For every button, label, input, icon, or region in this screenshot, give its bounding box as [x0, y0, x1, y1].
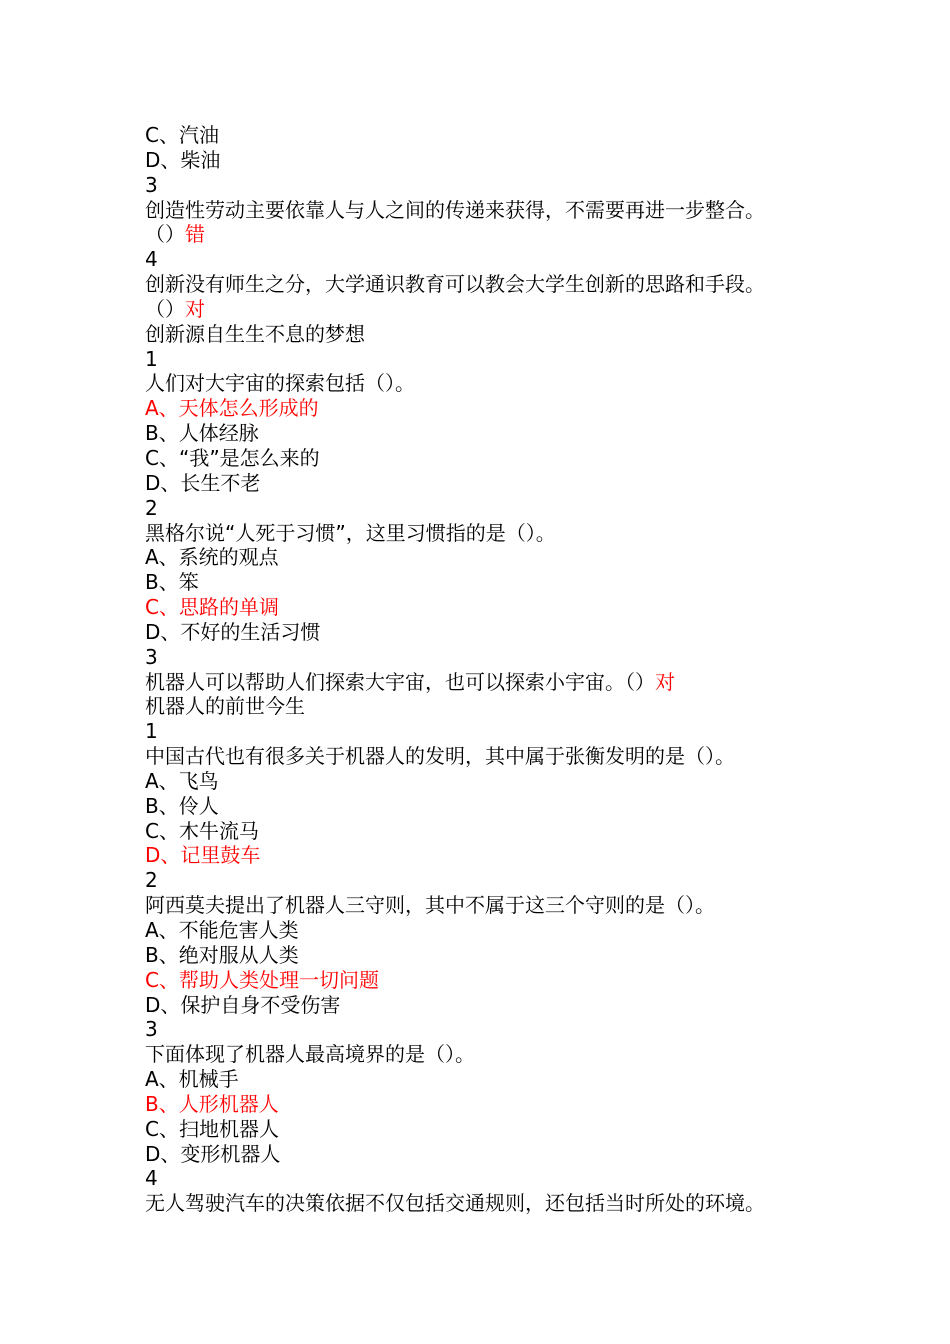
text-line: [145, 769, 845, 794]
text-line: [145, 943, 845, 968]
text-line: [145, 744, 845, 769]
line-text: 创新没有师生之分，大学通识教育可以教会大学生创新的思路和手段。: [145, 272, 765, 297]
line-text: 机器人的前世今生: [145, 694, 305, 719]
text-line: [145, 645, 845, 670]
text-line: [145, 371, 845, 396]
document-body: [145, 123, 845, 1216]
text-line: [145, 173, 845, 198]
line-text: 2: [145, 868, 158, 893]
line-text: 黑格尔说“人死于习惯”，这里习惯指的是（）。: [145, 520, 556, 545]
line-text: A、不能危害人类: [145, 918, 299, 942]
text-line: [145, 794, 845, 819]
line-text: 3: [145, 172, 158, 197]
line-text: D、长生不老: [145, 470, 261, 495]
text-line: [145, 670, 845, 695]
line-text: A、飞鸟: [145, 768, 219, 793]
line-text: 中国古代也有很多关于机器人的发明，其中属于张衡发明的是（）。: [145, 744, 735, 769]
line-text: B、笨: [145, 570, 199, 595]
line-text: 3: [145, 1017, 158, 1042]
text-line: [145, 595, 845, 620]
line-text: A、系统的观点: [145, 545, 279, 570]
line-text: C、扫地机器人: [145, 1116, 279, 1141]
line-text: 4: [145, 247, 158, 272]
text-line: [145, 1042, 845, 1067]
line-text: B、伶人: [145, 793, 219, 818]
line-text: 阿西莫夫提出了机器人三守则，其中不属于这三个守则的是（）。: [145, 893, 715, 918]
line-text: D、不好的生活习惯: [145, 619, 321, 644]
text-line: [145, 347, 845, 372]
line-text: 1: [145, 346, 158, 371]
text-line: [145, 1092, 845, 1117]
text-line: [145, 1017, 845, 1042]
text-line: [145, 198, 845, 223]
line-text: C、木牛流马: [145, 818, 259, 843]
line-text: B、绝对服从人类: [145, 942, 299, 967]
answer-mark: 对: [655, 669, 675, 694]
text-line: [145, 222, 845, 247]
line-text: 无人驾驶汽车的决策依据不仅包括交通规则，还包括当时所处的环境。: [145, 1191, 765, 1216]
answer-option: C、帮助人类处理一切问题: [145, 967, 379, 992]
line-text: 3: [145, 644, 158, 669]
answer-mark: 对: [185, 296, 205, 321]
line-text: 4: [145, 1166, 158, 1191]
line-text: D、柴油: [145, 147, 221, 172]
answer-mark: 错: [185, 222, 205, 247]
text-line: [145, 247, 845, 272]
text-line: [145, 694, 845, 719]
text-line: [145, 148, 845, 173]
text-line: [145, 272, 845, 297]
line-text: 1: [145, 719, 158, 744]
text-line: [145, 968, 845, 993]
line-text: 机器人可以帮助人们探索大宇宙，也可以探索小宇宙。（）: [145, 669, 655, 694]
text-line: [145, 396, 845, 421]
answer-option: A、天体怎么形成的: [145, 396, 319, 421]
text-line: [145, 496, 845, 521]
text-line: [145, 893, 845, 918]
text-line: [145, 1166, 845, 1191]
answer-option: B、人形机器人: [145, 1091, 279, 1116]
text-line: [145, 918, 845, 943]
answer-option: C、思路的单调: [145, 595, 279, 620]
text-line: [145, 1067, 845, 1092]
line-text: （）: [145, 296, 185, 321]
text-line: [145, 521, 845, 546]
line-text: D、保护自身不受伤害: [145, 992, 341, 1017]
text-line: [145, 545, 845, 570]
answer-option: D、记里鼓车: [145, 843, 261, 868]
text-line: [145, 570, 845, 595]
line-text: D、变形机器人: [145, 1141, 281, 1166]
line-text: 人们对大宇宙的探索包括（）。: [145, 371, 415, 396]
text-line: [145, 123, 845, 148]
text-line: [145, 993, 845, 1018]
line-text: 下面体现了机器人最高境界的是（）。: [145, 1042, 475, 1067]
text-line: [145, 620, 845, 645]
line-text: 创新源自生生不息的梦想: [145, 321, 365, 346]
text-line: [145, 719, 845, 744]
line-text: B、人体经脉: [145, 421, 259, 446]
text-line: [145, 1191, 845, 1216]
text-line: [145, 446, 845, 471]
line-text: （）: [145, 222, 185, 247]
text-line: [145, 322, 845, 347]
text-line: [145, 1117, 845, 1142]
line-text: 2: [145, 495, 158, 520]
text-line: [145, 868, 845, 893]
line-text: C、“我”是怎么来的: [145, 445, 320, 470]
text-line: [145, 843, 845, 868]
text-line: [145, 421, 845, 446]
line-text: A、机械手: [145, 1067, 239, 1092]
text-line: [145, 1142, 845, 1167]
text-line: [145, 471, 845, 496]
line-text: 创造性劳动主要依靠人与人之间的传递来获得，不需要再进一步整合。: [145, 197, 765, 222]
text-line: [145, 819, 845, 844]
text-line: [145, 297, 845, 322]
line-text: C、汽油: [145, 123, 219, 147]
